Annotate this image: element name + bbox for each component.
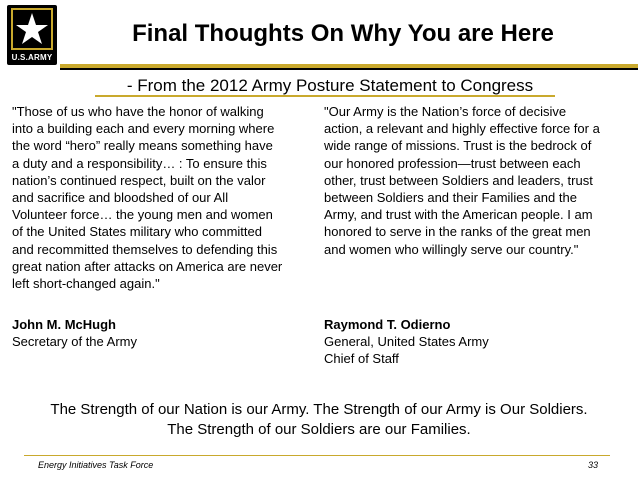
left-quote-line: Volunteer force… the young men and women [12, 207, 273, 223]
logo-text: U.S.ARMY [11, 53, 53, 62]
closing-line: The Strength of our Nation is our Army. The Strength of our Army is Our Soldiers. [50, 401, 588, 418]
right-quote-line: "Our Army is the Nation’s force of decisive [324, 104, 567, 119]
footer-rule [24, 455, 610, 456]
right-attribution [324, 316, 489, 368]
author-name: Raymond T. Odierno [324, 317, 451, 332]
subtitle-underline [95, 95, 555, 97]
left-quote-line: "Those of us who have the honor of walking [12, 104, 264, 119]
right-quote-line: Army, and trust with the American people. I am [324, 207, 593, 223]
right-quote-line: wide range of missions. Trust is the bedrock of [324, 138, 592, 154]
left-quote-line: and sacrifice and bloodshed of our All [12, 190, 229, 206]
closing-line: The Strength of our Soldiers are our Families. [167, 421, 471, 438]
army-logo [7, 5, 57, 65]
left-quote-line: left short-changed again." [12, 276, 160, 292]
left-quote [12, 103, 312, 292]
right-quote-line: honored to serve in the ranks of the great men [324, 224, 591, 240]
page-number: 33 [588, 460, 599, 470]
left-attribution [12, 316, 137, 350]
right-quote [324, 103, 634, 258]
closing-statement [0, 400, 638, 440]
author-name: John M. McHugh [12, 317, 116, 332]
subtitle: - From the 2012 Army Posture Statement to Congress [126, 76, 534, 95]
right-quote-line: action, a relevant and highly effective force for a [324, 121, 600, 137]
author-title: Chief of Staff [324, 351, 399, 367]
right-quote-line: other, trust between Soldiers and leaders, trust [324, 172, 593, 188]
army-star-icon [11, 8, 53, 50]
author-title: General, United States Army [324, 334, 489, 350]
left-quote-line: nation’s continued respect, built on the valor [12, 172, 266, 188]
page-title: Final Thoughts On Why You are Here [132, 20, 554, 47]
right-quote-line: between Soldiers and their Families and the [324, 190, 577, 206]
left-quote-line: and recommitted themselves to defending this [12, 241, 278, 257]
right-quote-line: and women who willingly serve our country." [324, 241, 579, 257]
title-rule-black [60, 68, 638, 70]
left-quote-line: a duty and a responsibility… : To ensure this [12, 155, 267, 171]
footer-org: Energy Initiatives Task Force [38, 460, 154, 470]
left-quote-line: into a building each and every morning where [12, 121, 275, 137]
left-quote-line: of the United States military who committed [12, 224, 262, 240]
left-quote-line: the word “hero” really means something have [12, 138, 273, 154]
right-quote-line: our honored profession—trust between each [324, 155, 581, 171]
author-title: Secretary of the Army [12, 334, 137, 350]
left-quote-line: great nation after attacks on America are never [12, 258, 283, 274]
